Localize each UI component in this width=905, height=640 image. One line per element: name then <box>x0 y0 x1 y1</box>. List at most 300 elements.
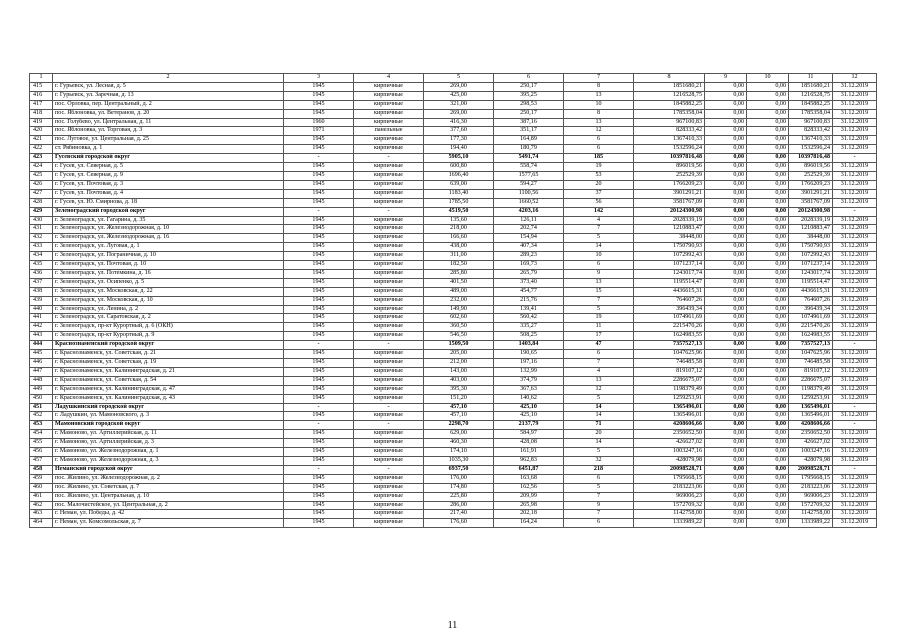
wall-material-cell: кирпичные <box>354 394 424 403</box>
zero-amount-cell: 0,00 <box>705 367 747 376</box>
column-header: 8 <box>634 74 705 83</box>
living-area-cell: 298,53 <box>494 100 564 109</box>
zero-amount-cell: 0,00 <box>705 314 747 323</box>
row-number-cell: 451 <box>30 403 53 412</box>
balance-cell: 1071237,14 <box>789 261 833 270</box>
living-area-cell: 209,99 <box>494 492 564 501</box>
zero-amount-cell: 0,00 <box>747 287 789 296</box>
zero-amount-cell: 0,00 <box>747 216 789 225</box>
zero-amount-cell: 0,00 <box>747 261 789 270</box>
zero-amount-cell: 0,00 <box>705 394 747 403</box>
cost-cell: 1210883,47 <box>634 225 705 234</box>
living-area-cell: 508,25 <box>494 332 564 341</box>
registry-table-container <box>29 73 877 528</box>
date-cell: 31.12.2019 <box>833 180 877 189</box>
residents-count-cell: 6 <box>564 350 634 359</box>
cost-cell: 1845882,25 <box>634 100 705 109</box>
balance-cell: 1142758,00 <box>789 510 833 519</box>
zero-amount-cell: 0,00 <box>747 278 789 287</box>
row-number-cell: 445 <box>30 350 53 359</box>
balance-cell: 7357527,13 <box>789 341 833 350</box>
district-subtotal-row <box>30 465 877 474</box>
balance-cell: 2215470,26 <box>789 323 833 332</box>
zero-amount-cell: 0,00 <box>705 510 747 519</box>
cost-cell: 1003247,16 <box>634 448 705 457</box>
date-cell: 31.12.2019 <box>833 430 877 439</box>
cost-cell: 252529,39 <box>634 171 705 180</box>
date-cell: 31.12.2019 <box>833 394 877 403</box>
year-cell: 1971 <box>284 127 354 136</box>
balance-cell: 1259253,91 <box>789 394 833 403</box>
table-row <box>30 430 877 439</box>
address-cell: г. Гусев, ул. Северная, д. 5 <box>53 163 284 172</box>
address-cell: г. Гурьевск, ул. Заречная, д. 13 <box>53 91 284 100</box>
date-cell: 31.12.2019 <box>833 323 877 332</box>
row-number-cell: 457 <box>30 456 53 465</box>
cost-cell: 3581767,09 <box>634 198 705 207</box>
row-number-cell: 441 <box>30 314 53 323</box>
balance-cell: 967100,83 <box>789 118 833 127</box>
zero-amount-cell: 0,00 <box>705 216 747 225</box>
year-cell: 1945 <box>284 492 354 501</box>
address-cell: г. Зеленоградск, ул. Железнодорожная, д. 16 <box>53 234 284 243</box>
balance-cell: 1365496,01 <box>789 412 833 421</box>
wall-material-cell: кирпичные <box>354 519 424 528</box>
year-cell: 1945 <box>284 91 354 100</box>
table-row <box>30 314 877 323</box>
residents-count-cell: 218 <box>564 465 634 474</box>
wall-material-cell: кирпичные <box>354 439 424 448</box>
zero-amount-cell: 0,00 <box>705 261 747 270</box>
table-row <box>30 412 877 421</box>
cost-cell: 3901291,21 <box>634 189 705 198</box>
year-cell: 1945 <box>284 483 354 492</box>
address-cell: г. Краснознаменск, ул. Советская, д. 19 <box>53 359 284 368</box>
row-number-cell: 460 <box>30 483 53 492</box>
total-area-cell: 285,80 <box>424 269 494 278</box>
wall-material-cell: кирпичные <box>354 198 424 207</box>
table-row <box>30 296 877 305</box>
year-cell: 1945 <box>284 109 354 118</box>
residents-count-cell: 5 <box>564 448 634 457</box>
row-number-cell: 459 <box>30 474 53 483</box>
cost-cell: 1795668,15 <box>634 474 705 483</box>
zero-amount-cell: 0,00 <box>705 82 747 91</box>
zero-amount-cell: 0,00 <box>747 154 789 163</box>
table-body <box>30 74 877 528</box>
address-cell: г. Зеленоградск, ул. Почтовая, д. 10 <box>53 261 284 270</box>
zero-amount-cell: 0,00 <box>747 243 789 252</box>
total-area-cell: 1035,30 <box>424 456 494 465</box>
living-area-cell: 6451,87 <box>494 465 564 474</box>
zero-amount-cell: 0,00 <box>705 421 747 430</box>
year-cell: - <box>284 154 354 163</box>
cost-cell: 1785358,04 <box>634 109 705 118</box>
row-number-cell: 438 <box>30 287 53 296</box>
zero-amount-cell: 0,00 <box>747 163 789 172</box>
zero-amount-cell: 0,00 <box>747 252 789 261</box>
zero-amount-cell: 0,00 <box>747 198 789 207</box>
cost-cell: 896019,56 <box>634 163 705 172</box>
living-area-cell: 395,25 <box>494 91 564 100</box>
zero-amount-cell: 0,00 <box>747 421 789 430</box>
address-cell: г. Зеленоградск, ул. Потемкина, д. 16 <box>53 269 284 278</box>
zero-amount-cell: 0,00 <box>747 91 789 100</box>
address-cell: г. Мамоново, ул. Артиллерийская, д. 11 <box>53 430 284 439</box>
cost-cell: 1198379,49 <box>634 385 705 394</box>
wall-material-cell: кирпичные <box>354 189 424 198</box>
address-cell: г. Краснознаменск, ул. Советская, д. 54 <box>53 376 284 385</box>
balance-cell: 1367410,33 <box>789 136 833 145</box>
address-cell: пос. Жилино, ул. Железнодорожная, д. 2 <box>53 474 284 483</box>
balance-cell: 1624983,55 <box>789 332 833 341</box>
wall-material-cell: кирпичные <box>354 82 424 91</box>
year-cell: - <box>284 465 354 474</box>
zero-amount-cell: 0,00 <box>705 403 747 412</box>
date-cell: 31.12.2019 <box>833 483 877 492</box>
year-cell: 1945 <box>284 189 354 198</box>
residents-count-cell: 6 <box>564 519 634 528</box>
balance-cell: 2286675,07 <box>789 376 833 385</box>
cost-cell: 10397816,48 <box>634 154 705 163</box>
table-row <box>30 287 877 296</box>
cost-cell: 969006,23 <box>634 492 705 501</box>
column-header: 3 <box>284 74 354 83</box>
row-number-cell: 464 <box>30 519 53 528</box>
row-number-cell: 415 <box>30 82 53 91</box>
total-area-cell: 135,60 <box>424 216 494 225</box>
wall-material-cell: кирпичные <box>354 225 424 234</box>
residents-count-cell: 8 <box>564 82 634 91</box>
residents-count-cell: 10 <box>564 252 634 261</box>
zero-amount-cell: 0,00 <box>705 127 747 136</box>
table-row <box>30 216 877 225</box>
cost-cell: 819107,12 <box>634 367 705 376</box>
wall-material-cell: - <box>354 465 424 474</box>
table-row <box>30 252 877 261</box>
cost-cell: 1532596,24 <box>634 145 705 154</box>
address-cell: г. Краснознаменск, ул. Советская, д. 21 <box>53 350 284 359</box>
living-area-cell: 265,79 <box>494 269 564 278</box>
living-area-cell: 265,98 <box>494 501 564 510</box>
zero-amount-cell: 0,00 <box>747 350 789 359</box>
total-area-cell: 176,00 <box>424 474 494 483</box>
year-cell: 1945 <box>284 171 354 180</box>
row-number-cell: 428 <box>30 198 53 207</box>
residents-count-cell: 14 <box>564 439 634 448</box>
table-row <box>30 492 877 501</box>
zero-amount-cell: 0,00 <box>705 243 747 252</box>
zero-amount-cell: 0,00 <box>705 252 747 261</box>
column-header: 6 <box>494 74 564 83</box>
address-cell: г. Краснознаменск, ул. Калининградская, д. 21 <box>53 367 284 376</box>
address-cell: г. Зеленоградск, пр-кт Курортный, д. 9 <box>53 332 284 341</box>
table-row <box>30 145 877 154</box>
row-number-cell: 435 <box>30 261 53 270</box>
wall-material-cell: кирпичные <box>354 385 424 394</box>
balance-cell: 20124300,98 <box>789 207 833 216</box>
cost-cell: 4436615,31 <box>634 287 705 296</box>
table-row <box>30 269 877 278</box>
balance-cell: 1845882,25 <box>789 100 833 109</box>
residents-count-cell: 13 <box>564 278 634 287</box>
balance-cell: 969006,23 <box>789 492 833 501</box>
living-area-cell: 139,41 <box>494 305 564 314</box>
total-area-cell: 151,20 <box>424 394 494 403</box>
date-cell: 31.12.2019 <box>833 501 877 510</box>
cost-cell: 428079,98 <box>634 456 705 465</box>
year-cell: 1945 <box>284 180 354 189</box>
date-cell: 31.12.2019 <box>833 109 877 118</box>
wall-material-cell: кирпичные <box>354 359 424 368</box>
balance-cell: 1851680,21 <box>789 82 833 91</box>
zero-amount-cell: 0,00 <box>747 314 789 323</box>
year-cell: - <box>284 403 354 412</box>
row-number-cell: 454 <box>30 430 53 439</box>
address-cell: пос. Жилино, ул. Центральная, д. 10 <box>53 492 284 501</box>
wall-material-cell: кирпичные <box>354 216 424 225</box>
zero-amount-cell: 0,00 <box>705 109 747 118</box>
zero-amount-cell: 0,00 <box>747 465 789 474</box>
zero-amount-cell: 0,00 <box>747 403 789 412</box>
cost-cell: 1624983,55 <box>634 332 705 341</box>
address-cell: г. Ладушкин, ул. Мамоновского, д. 3 <box>53 412 284 421</box>
total-area-cell: 225,80 <box>424 492 494 501</box>
table-row <box>30 118 877 127</box>
wall-material-cell: - <box>354 341 424 350</box>
year-cell: 1945 <box>284 261 354 270</box>
date-cell: 31.12.2019 <box>833 82 877 91</box>
address-cell: ст. Рябиновка, д. 1 <box>53 145 284 154</box>
address-cell: г. Зеленоградск, ул. Саратовская, д. 2 <box>53 314 284 323</box>
table-row <box>30 305 877 314</box>
living-area-cell: 1403,84 <box>494 341 564 350</box>
total-area-cell: 460,30 <box>424 439 494 448</box>
year-cell: 1945 <box>284 305 354 314</box>
zero-amount-cell: 0,00 <box>705 341 747 350</box>
date-cell: 31.12.2019 <box>833 492 877 501</box>
residents-count-cell: 6 <box>564 474 634 483</box>
row-number-cell: 416 <box>30 91 53 100</box>
balance-cell: 1572709,32 <box>789 501 833 510</box>
wall-material-cell: кирпичные <box>354 252 424 261</box>
total-area-cell: 457,10 <box>424 403 494 412</box>
row-number-cell: 448 <box>30 376 53 385</box>
table-row <box>30 198 877 207</box>
address-cell: г. Краснознаменск, ул. Калининградская, д. 43 <box>53 394 284 403</box>
row-number-cell: 449 <box>30 385 53 394</box>
date-cell: 31.12.2019 <box>833 287 877 296</box>
date-cell: 31.12.2019 <box>833 100 877 109</box>
address-cell: пос. Яблоновка, ул. Ветеранов, д. 20 <box>53 109 284 118</box>
living-area-cell: 140,62 <box>494 394 564 403</box>
date-cell: 31.12.2019 <box>833 243 877 252</box>
date-cell: 31.12.2019 <box>833 332 877 341</box>
cost-cell: 1367410,33 <box>634 136 705 145</box>
row-number-cell: 436 <box>30 269 53 278</box>
zero-amount-cell: 0,00 <box>747 207 789 216</box>
year-cell: 1945 <box>284 163 354 172</box>
zero-amount-cell: 0,00 <box>747 519 789 528</box>
row-number-cell: 455 <box>30 439 53 448</box>
balance-cell: 1198379,49 <box>789 385 833 394</box>
wall-material-cell: кирпичные <box>354 314 424 323</box>
living-area-cell: 202,74 <box>494 225 564 234</box>
zero-amount-cell: 0,00 <box>705 376 747 385</box>
year-cell: 1945 <box>284 456 354 465</box>
zero-amount-cell: 0,00 <box>705 483 747 492</box>
residents-count-cell: 8 <box>564 109 634 118</box>
total-area-cell: 425,00 <box>424 91 494 100</box>
cost-cell: 1071237,14 <box>634 261 705 270</box>
table-row <box>30 385 877 394</box>
date-cell: 31.12.2019 <box>833 252 877 261</box>
table-row <box>30 483 877 492</box>
balance-cell: 2183223,06 <box>789 483 833 492</box>
date-cell: 31.12.2019 <box>833 234 877 243</box>
residents-count-cell: 14 <box>564 243 634 252</box>
year-cell: 1945 <box>284 287 354 296</box>
year-cell: 1945 <box>284 323 354 332</box>
table-row <box>30 91 877 100</box>
table-row <box>30 136 877 145</box>
residents-count-cell: 9 <box>564 501 634 510</box>
zero-amount-cell: 0,00 <box>747 305 789 314</box>
zero-amount-cell: 0,00 <box>705 332 747 341</box>
residents-count-cell: 14 <box>564 403 634 412</box>
column-header: 7 <box>564 74 634 83</box>
date-cell: 31.12.2019 <box>833 456 877 465</box>
total-area-cell: 177,30 <box>424 136 494 145</box>
residents-count-cell: 10 <box>564 100 634 109</box>
column-header: 12 <box>833 74 877 83</box>
row-number-cell: 423 <box>30 154 53 163</box>
residents-count-cell: 19 <box>564 163 634 172</box>
wall-material-cell: - <box>354 207 424 216</box>
date-cell: - <box>833 341 877 350</box>
zero-amount-cell: 0,00 <box>705 118 747 127</box>
date-cell: 31.12.2019 <box>833 189 877 198</box>
zero-amount-cell: 0,00 <box>705 145 747 154</box>
cost-cell: 20098528,71 <box>634 465 705 474</box>
cost-cell: 1047625,96 <box>634 350 705 359</box>
table-row <box>30 261 877 270</box>
year-cell: 1945 <box>284 314 354 323</box>
living-area-cell: 164,89 <box>494 136 564 145</box>
wall-material-cell: кирпичные <box>354 180 424 189</box>
zero-amount-cell: 0,00 <box>747 225 789 234</box>
residents-count-cell: 5 <box>564 305 634 314</box>
column-header: 1 <box>30 74 53 83</box>
residents-count-cell: 5 <box>564 234 634 243</box>
zero-amount-cell: 0,00 <box>747 82 789 91</box>
zero-amount-cell: 0,00 <box>705 154 747 163</box>
date-cell: 31.12.2019 <box>833 91 877 100</box>
row-number-cell: 434 <box>30 252 53 261</box>
address-cell: г. Зеленоградск, ул. Железнодорожная, д. 10 <box>53 225 284 234</box>
residents-count-cell: 32 <box>564 456 634 465</box>
column-number-row <box>30 74 877 83</box>
total-area-cell: 321,00 <box>424 100 494 109</box>
date-cell: - <box>833 207 877 216</box>
address-cell: г. Зеленоградск, ул. Пограничная, д. 10 <box>53 252 284 261</box>
zero-amount-cell: 0,00 <box>747 394 789 403</box>
year-cell: 1945 <box>284 385 354 394</box>
page-number: 11 <box>447 620 458 631</box>
total-area-cell: 403,00 <box>424 376 494 385</box>
zero-amount-cell: 0,00 <box>747 296 789 305</box>
row-number-cell: 429 <box>30 207 53 216</box>
zero-amount-cell: 0,00 <box>705 171 747 180</box>
table-row <box>30 332 877 341</box>
total-area-cell: 174,80 <box>424 483 494 492</box>
zero-amount-cell: 0,00 <box>705 430 747 439</box>
address-cell: пос. Луговое, ул. Центральная, д. 25 <box>53 136 284 145</box>
year-cell: 1945 <box>284 367 354 376</box>
year-cell: 1945 <box>284 278 354 287</box>
table-row <box>30 350 877 359</box>
cost-cell: 2286675,07 <box>634 376 705 385</box>
balance-cell: 2028339,19 <box>789 216 833 225</box>
total-area-cell: 416,30 <box>424 118 494 127</box>
wall-material-cell: кирпичные <box>354 261 424 270</box>
zero-amount-cell: 0,00 <box>747 510 789 519</box>
balance-cell: 1243017,74 <box>789 269 833 278</box>
year-cell: - <box>284 207 354 216</box>
wall-material-cell: кирпичные <box>354 492 424 501</box>
residents-count-cell: 53 <box>564 171 634 180</box>
living-area-cell: 197,16 <box>494 359 564 368</box>
row-number-cell: 420 <box>30 127 53 136</box>
date-cell: - <box>833 421 877 430</box>
zero-amount-cell: 0,00 <box>747 474 789 483</box>
living-area-cell: 962,83 <box>494 456 564 465</box>
residents-count-cell: 11 <box>564 323 634 332</box>
table-row <box>30 109 877 118</box>
column-header: 5 <box>424 74 494 83</box>
wall-material-cell: кирпичные <box>354 91 424 100</box>
residents-count-cell: 15 <box>564 287 634 296</box>
total-area-cell: 629,00 <box>424 430 494 439</box>
balance-cell: 1750790,93 <box>789 243 833 252</box>
address-cell: Гусевский городской округ <box>53 154 284 163</box>
date-cell: 31.12.2019 <box>833 314 877 323</box>
column-header: 11 <box>789 74 833 83</box>
total-area-cell: 217,40 <box>424 510 494 519</box>
year-cell: 1945 <box>284 448 354 457</box>
total-area-cell: 194,40 <box>424 145 494 154</box>
zero-amount-cell: 0,00 <box>705 492 747 501</box>
date-cell: 31.12.2019 <box>833 118 877 127</box>
total-area-cell: 218,00 <box>424 225 494 234</box>
living-area-cell: 374,79 <box>494 376 564 385</box>
balance-cell: 426627,02 <box>789 439 833 448</box>
balance-cell: 1003247,16 <box>789 448 833 457</box>
row-number-cell: 453 <box>30 421 53 430</box>
date-cell: 31.12.2019 <box>833 171 877 180</box>
balance-cell: 1333989,22 <box>789 519 833 528</box>
zero-amount-cell: 0,00 <box>705 501 747 510</box>
date-cell: 31.12.2019 <box>833 359 877 368</box>
residents-count-cell: 12 <box>564 385 634 394</box>
balance-cell: 1795668,15 <box>789 474 833 483</box>
year-cell: 1945 <box>284 439 354 448</box>
zero-amount-cell: 0,00 <box>747 376 789 385</box>
row-number-cell: 444 <box>30 341 53 350</box>
balance-cell: 396439,34 <box>789 305 833 314</box>
year-cell: 1945 <box>284 234 354 243</box>
housing-registry-table <box>29 73 877 528</box>
